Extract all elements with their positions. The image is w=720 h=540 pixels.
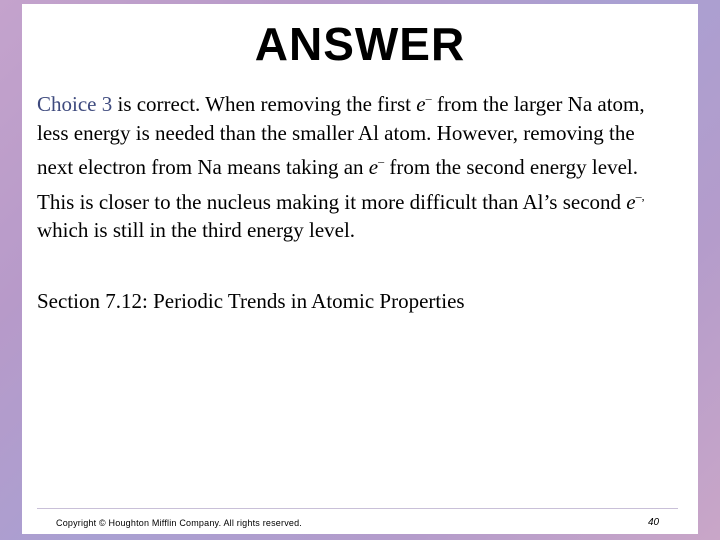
slide <box>22 4 698 534</box>
electron-symbol: e <box>626 189 636 214</box>
footer-divider <box>37 508 678 509</box>
answer-segment-4: which is still in the third energy level. <box>37 218 356 243</box>
copyright-notice: Copyright © Houghton Mifflin Company. All rights reserved. <box>56 518 303 528</box>
choice-label: Choice 3 <box>37 92 113 116</box>
answer-text <box>37 84 667 245</box>
page-number: 40 <box>648 517 660 528</box>
electron-symbol: e <box>368 155 379 180</box>
electron-charge: – <box>425 91 432 105</box>
electron-charge: – <box>378 154 385 169</box>
electron-symbol: e <box>416 92 426 116</box>
answer-segment-3: from the second energy level. This is closer to the nucleus making it more difficult than Al’s second <box>37 155 638 214</box>
answer-segment-2: from the larger Na atom, less energy is needed than the smaller Al atom. However, removing the next electron from Na means taking an <box>37 92 645 180</box>
electron-charge: –, <box>635 188 645 203</box>
section-reference: Section 7.12: Periodic Trends in Atomic Properties <box>37 289 465 313</box>
slide-title: ANSWER <box>254 18 466 70</box>
answer-segment-1: is correct. When removing the first <box>112 92 417 116</box>
